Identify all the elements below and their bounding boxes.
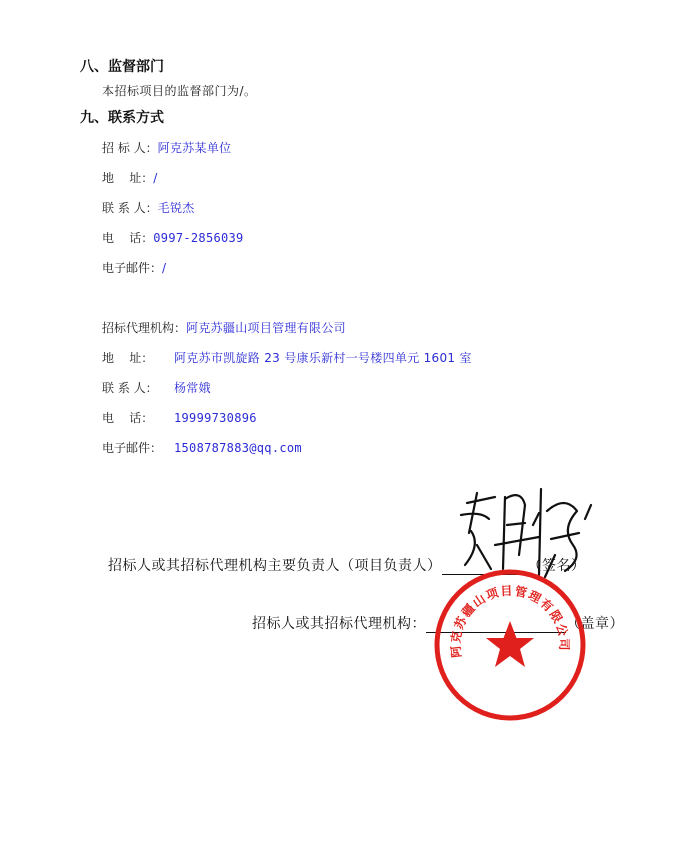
tenderer-phone-value: 0997-2856039 [153, 231, 244, 245]
tenderer-contact-row [102, 197, 195, 216]
section-9-heading: 九、联系方式 [80, 110, 164, 126]
tenderer-contact-value: 毛锐杰 [157, 201, 195, 215]
agency-email-label: 电子邮件： [102, 441, 163, 455]
signature-line-1-suffix: （签名） [527, 558, 586, 574]
signature-line-1-label: 招标人或其招标代理机构主要负责人（项目负责人） [108, 558, 442, 574]
agency-name-label: 招标代理机构： [102, 321, 187, 335]
agency-address-label: 地 址： [102, 351, 154, 365]
tenderer-email-row [102, 257, 166, 276]
tenderer-contact-label: 联 系 人： [102, 201, 158, 215]
agency-name-row [102, 317, 346, 336]
agency-contact-row [102, 377, 211, 396]
agency-email-row [102, 437, 302, 456]
section-8-text: 本招标项目的监督部门为/。 [102, 84, 257, 98]
agency-phone-value: 19999730896 [174, 411, 257, 425]
tenderer-address-value: / [153, 171, 158, 185]
agency-contact-label: 联 系 人： [102, 381, 158, 395]
tenderer-name-label: 招 标 人： [102, 141, 158, 155]
agency-phone-label: 电 话： [102, 411, 154, 425]
agency-phone-row [102, 407, 257, 426]
agency-name-value: 阿克苏疆山项目管理有限公司 [186, 321, 346, 335]
tenderer-email-label: 电子邮件： [102, 261, 163, 275]
svg-text:阿克苏疆山项目管理有限公司: 阿克苏疆山项目管理有限公司 [448, 583, 572, 659]
official-seal [432, 567, 588, 723]
section-8-heading: 八、监督部门 [80, 59, 164, 75]
tenderer-address-label: 地 址： [102, 171, 154, 185]
agency-email-value: 1508787883@qq.com [174, 441, 302, 455]
tenderer-address-row [102, 167, 158, 186]
agency-contact-value: 杨常娥 [174, 381, 211, 395]
tenderer-name-value: 阿克苏某单位 [157, 141, 232, 155]
signature-line-2-label: 招标人或其招标代理机构： [252, 616, 426, 632]
agency-address-value: 阿克苏市凯旋路 23 号康乐新村一号楼四单元 1601 室 [174, 351, 472, 365]
tenderer-email-value: / [162, 261, 167, 275]
tenderer-phone-label: 电 话： [102, 231, 154, 245]
tenderer-phone-row [102, 227, 244, 246]
signature-line-2-suffix: （盖章） [566, 616, 624, 632]
agency-address-row [102, 347, 472, 366]
tenderer-name-row [102, 137, 231, 156]
